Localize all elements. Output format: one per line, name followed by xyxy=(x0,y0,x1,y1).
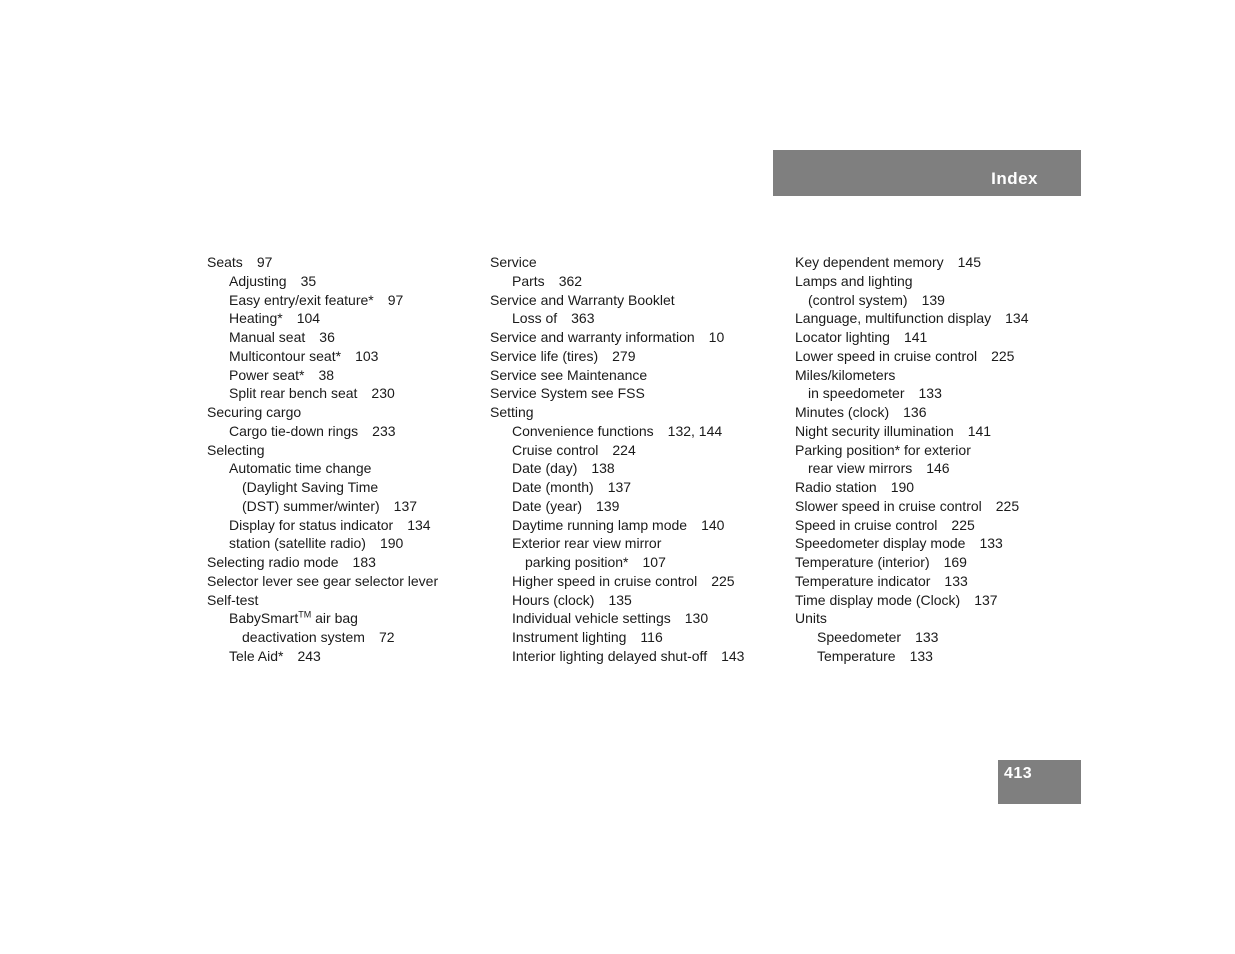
index-page-ref: 97 xyxy=(256,254,273,270)
index-term: Parts xyxy=(512,272,545,289)
index-term: Automatic time change xyxy=(229,460,372,477)
index-entry xyxy=(795,441,1029,460)
index-term: Setting xyxy=(490,404,534,420)
index-term: Speed in cruise control xyxy=(795,516,938,533)
index-page-ref: 133 xyxy=(909,647,933,664)
index-entry xyxy=(207,272,438,291)
index-entry xyxy=(490,647,744,666)
index-term: Night security illumination xyxy=(795,422,954,439)
index-page-ref: 145 xyxy=(957,254,981,270)
index-page-ref: 225 xyxy=(991,347,1015,364)
index-page-ref: 169 xyxy=(943,554,967,570)
index-term: Power seat* xyxy=(229,366,305,383)
index-page-ref: 72 xyxy=(378,629,395,645)
index-entry xyxy=(490,347,744,366)
index-entry xyxy=(795,647,1029,666)
index-entry xyxy=(490,422,744,441)
index-page-ref: 139 xyxy=(921,291,945,308)
index-entry xyxy=(207,291,438,310)
index-page-ref: 133 xyxy=(979,535,1003,552)
index-column-2 xyxy=(490,253,744,666)
index-term: Radio station xyxy=(795,479,877,495)
index-term: Service and Warranty Booklet xyxy=(490,291,675,308)
index-page-ref: 104 xyxy=(296,310,321,327)
index-page-ref: 362 xyxy=(558,272,583,289)
index-page-ref: 97 xyxy=(387,291,404,308)
page-number-box xyxy=(998,760,1081,804)
index-entry xyxy=(795,291,1029,310)
index-page-ref: 141 xyxy=(903,329,928,345)
index-term: in speedometer xyxy=(808,385,905,402)
section-title: Index xyxy=(991,169,1038,188)
index-entry xyxy=(490,366,744,385)
index-entry xyxy=(490,534,744,553)
index-term: Miles/kilometers xyxy=(795,366,896,383)
index-entry xyxy=(490,441,744,460)
index-page-ref: 139 xyxy=(596,497,620,514)
index-page-ref: 141 xyxy=(967,422,992,439)
index-page-ref: 35 xyxy=(300,272,317,289)
index-entry xyxy=(207,253,438,272)
index-entry xyxy=(795,591,1029,610)
index-page-ref: 133 xyxy=(915,629,939,645)
index-page-ref: 107 xyxy=(642,554,666,570)
index-page-ref: 36 xyxy=(319,329,335,345)
index-page-ref: 230 xyxy=(371,385,395,402)
index-page-ref: 146 xyxy=(926,460,950,477)
index-term: Higher speed in cruise control xyxy=(512,572,698,589)
index-term: Exterior rear view mirror xyxy=(512,535,662,552)
index-page-ref: 38 xyxy=(318,366,335,383)
index-term: rear view mirrors xyxy=(808,460,913,477)
index-entry xyxy=(207,328,438,347)
index-entry xyxy=(490,516,744,535)
index-term: Convenience functions xyxy=(512,422,654,439)
index-page-ref: 134 xyxy=(1005,310,1029,327)
index-page-ref: 116 xyxy=(640,629,663,645)
index-column-3 xyxy=(795,253,1029,666)
index-term-suffix: air bag xyxy=(311,610,358,627)
index-entry xyxy=(795,253,1029,272)
index-entry xyxy=(207,403,438,422)
index-entry xyxy=(795,272,1029,291)
index-term: Selecting xyxy=(207,441,265,458)
index-page-ref: 137 xyxy=(607,479,632,495)
index-entry xyxy=(795,497,1029,516)
index-page-ref: 224 xyxy=(612,441,636,458)
index-term: Selector lever see gear selector lever xyxy=(207,572,439,589)
index-term: Service and warranty information xyxy=(490,329,695,345)
index-entry xyxy=(490,572,744,591)
index-entry xyxy=(207,516,438,535)
index-entry xyxy=(795,534,1029,553)
index-page-ref: 183 xyxy=(352,554,376,570)
index-entry xyxy=(490,553,744,572)
index-term: Easy entry/exit feature* xyxy=(229,291,374,308)
index-entry xyxy=(795,478,1029,497)
index-term: station (satellite radio) xyxy=(229,535,366,552)
index-term: Daytime running lamp mode xyxy=(512,516,688,533)
index-entry xyxy=(795,366,1029,385)
index-page-ref: 138 xyxy=(591,460,615,477)
index-term: Interior lighting delayed shut-off xyxy=(512,647,708,664)
index-term: Tele Aid* xyxy=(229,647,284,664)
index-term: (Daylight Saving Time xyxy=(242,479,379,495)
index-entry xyxy=(207,478,438,497)
index-term: Self-test xyxy=(207,591,259,608)
index-term: (control system) xyxy=(808,291,908,308)
index-entry xyxy=(795,572,1029,591)
index-entry xyxy=(795,347,1029,366)
index-term: Cargo tie-down rings xyxy=(229,422,359,439)
index-term: Cruise control xyxy=(512,441,599,458)
index-term: Split rear bench seat xyxy=(229,385,358,402)
section-header-tab xyxy=(773,150,1081,196)
index-entry xyxy=(795,403,1029,422)
index-term: parking position* xyxy=(525,554,629,570)
index-entry xyxy=(207,591,438,610)
index-term: deactivation system xyxy=(242,629,365,645)
index-page-ref: 133 xyxy=(918,385,942,402)
index-entry xyxy=(207,497,438,516)
index-term: Locator lighting xyxy=(795,329,890,345)
index-term: Language, multifunction display xyxy=(795,310,992,327)
index-term: Units xyxy=(795,610,827,627)
index-page-ref: 136 xyxy=(903,404,927,420)
index-term: Speedometer xyxy=(817,629,902,645)
index-entry xyxy=(490,609,744,628)
index-term: Loss of xyxy=(512,310,558,327)
index-entry xyxy=(490,328,744,347)
index-entry xyxy=(207,309,438,328)
index-entry xyxy=(795,516,1029,535)
index-page-ref: 10 xyxy=(708,329,725,345)
page-number: 413 xyxy=(1004,765,1033,782)
index-page-ref: 243 xyxy=(297,647,321,664)
index-term: Lower speed in cruise control xyxy=(795,347,978,364)
index-term: Speedometer display mode xyxy=(795,535,966,552)
index-entry xyxy=(490,459,744,478)
index-entry xyxy=(207,422,438,441)
index-entry xyxy=(795,459,1029,478)
index-entry xyxy=(795,609,1029,628)
index-term: Key dependent memory xyxy=(795,254,944,270)
index-entry xyxy=(490,628,744,647)
index-term: Date (year) xyxy=(512,497,583,514)
index-term: BabySmart xyxy=(229,610,299,627)
index-entry xyxy=(207,553,438,572)
index-entry xyxy=(490,478,744,497)
index-term: Parking position* for exterior xyxy=(795,441,971,458)
index-page-ref: 279 xyxy=(612,347,636,364)
index-entry xyxy=(490,291,744,310)
index-term: Lamps and lighting xyxy=(795,272,913,289)
index-page-ref: 137 xyxy=(393,497,418,514)
index-page-ref: 190 xyxy=(890,479,915,495)
index-term: Securing cargo xyxy=(207,404,302,420)
index-term: Temperature (interior) xyxy=(795,554,930,570)
index-term: Multicontour seat* xyxy=(229,347,342,364)
index-entry xyxy=(490,497,744,516)
index-term: Seats xyxy=(207,254,243,270)
index-entry xyxy=(207,572,438,591)
index-term: Temperature indicator xyxy=(795,572,931,589)
index-entry xyxy=(490,272,744,291)
index-entry xyxy=(207,384,438,403)
index-term: Adjusting xyxy=(229,272,287,289)
index-entry xyxy=(207,347,438,366)
index-entry xyxy=(207,534,438,553)
index-term: Temperature xyxy=(817,647,896,664)
index-term: Service System see FSS xyxy=(490,385,645,402)
index-entry xyxy=(795,553,1029,572)
index-entry xyxy=(207,441,438,460)
index-entry xyxy=(795,328,1029,347)
index-entry xyxy=(795,309,1029,328)
index-term: Selecting radio mode xyxy=(207,554,339,570)
index-page-ref: 135 xyxy=(608,591,632,608)
index-entry xyxy=(795,628,1029,647)
index-page-ref: 134 xyxy=(407,516,431,533)
index-entry xyxy=(490,253,744,272)
index-term: Minutes (clock) xyxy=(795,404,890,420)
index-entry xyxy=(795,422,1029,441)
index-entry xyxy=(490,591,744,610)
index-term: Slower speed in cruise control xyxy=(795,497,982,514)
index-term: Date (day) xyxy=(512,460,578,477)
index-page-ref: 133 xyxy=(944,572,968,589)
index-page-ref: 225 xyxy=(711,572,735,589)
index-term: Service life (tires) xyxy=(490,347,599,364)
index-term: Service see Maintenance xyxy=(490,366,648,383)
index-entry xyxy=(207,628,438,647)
index-entry xyxy=(490,403,744,422)
index-page-ref: 363 xyxy=(571,310,595,327)
index-term: Manual seat xyxy=(229,329,306,345)
index-term: Service xyxy=(490,254,537,270)
index-entry xyxy=(490,384,744,403)
index-page-ref: 103 xyxy=(355,347,379,364)
trademark-superscript: TM xyxy=(298,609,312,620)
index-page-ref: 130 xyxy=(684,610,709,627)
index-entry xyxy=(207,366,438,385)
index-page-ref: 143 xyxy=(721,647,745,664)
index-page-ref: 190 xyxy=(379,535,404,552)
index-page-ref: 225 xyxy=(995,497,1020,514)
index-page-ref: 140 xyxy=(701,516,725,533)
index-entry xyxy=(207,459,438,478)
index-term: Individual vehicle settings xyxy=(512,610,671,627)
index-term: Heating* xyxy=(229,310,283,327)
index-entry xyxy=(207,609,438,628)
index-column-1 xyxy=(207,253,438,666)
index-entry xyxy=(795,384,1029,403)
index-term: (DST) summer/winter) xyxy=(242,497,380,514)
index-page-ref: 233 xyxy=(372,422,396,439)
index-entry xyxy=(490,309,744,328)
index-page-ref: 137 xyxy=(974,591,998,608)
index-entry xyxy=(207,647,438,666)
index-term: Instrument lighting xyxy=(512,629,627,645)
index-page-ref: 132, 144 xyxy=(667,422,723,439)
index-term: Display for status indicator xyxy=(229,516,394,533)
index-term: Date (month) xyxy=(512,479,594,495)
index-page-ref: 225 xyxy=(951,516,975,533)
index-term: Hours (clock) xyxy=(512,591,595,608)
index-term: Time display mode (Clock) xyxy=(795,591,961,608)
